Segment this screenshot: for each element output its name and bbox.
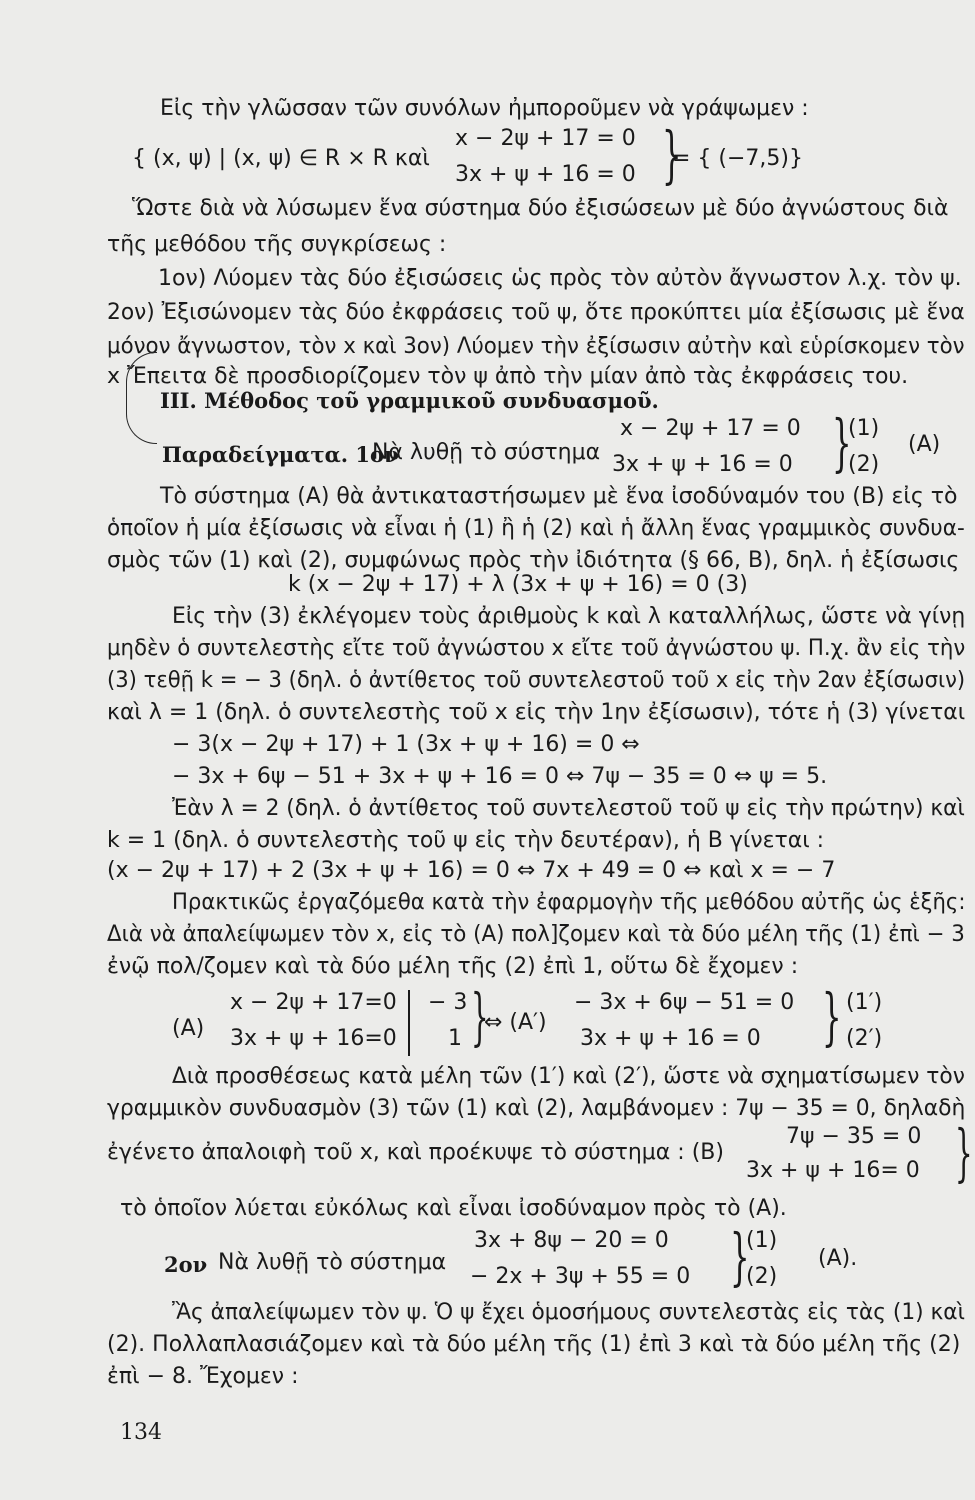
right-brace: }	[954, 1116, 973, 1189]
text-line: ἐνῷ πολ/ζομεν καὶ τὰ δύο μέλη τῆς (2) ἐπὶ 1, οὕτω δὲ ἔχομεν :	[107, 954, 799, 979]
text-line: καὶ λ = 1 (δηλ. ὁ συντελεστὴς τοῦ x εἰς τὴν 1ην ἐξίσωσιν), τότε ἡ (3) γίνεται	[107, 700, 966, 725]
equation: (x − 2ψ + 17) + 2 (3x + ψ + 16) = 0 ⇔ 7x + 49 = 0 ⇔ καὶ x = − 7	[107, 858, 836, 883]
text-line: μηδὲν ὁ συντελεστὴς εἴτε τοῦ ἀγνώστου x εἴτε τοῦ ἀγνώστου ψ. Π.χ. ἂν εἰς τὴν	[107, 636, 966, 661]
equivalence: ⇔ (A′)	[484, 1010, 547, 1035]
text-line: τῆς μεθόδου τῆς συγκρίσεως :	[107, 232, 447, 257]
text-line: 1ον) Λύομεν τὰς δύο ἐξισώσεις ὡς πρὸς τὸν αὐτὸν ἄγνωστον λ.χ. τὸν ψ.	[158, 266, 962, 291]
system-label: (A)	[172, 1016, 205, 1041]
equation-number: (2)	[848, 452, 880, 477]
text-line: ἐγένετο ἀπαλοιφὴ τοῦ x, καὶ προέκυψε τὸ σύστημα : (B)	[107, 1140, 724, 1165]
equation: k (x − 2ψ + 17) + λ (3x + ψ + 16) = 0 (3)	[288, 572, 748, 597]
right-brace: }	[831, 406, 852, 479]
equation: 3x + ψ + 16 = 0	[612, 452, 793, 477]
system-label: (A)	[908, 432, 941, 457]
text-line: Ὥστε διὰ νὰ λύσωμεν ἕνα σύστημα δύο ἐξισώσεων μὲ δύο ἀγνώστους διὰ	[132, 196, 949, 221]
equation: − 2x + 3ψ + 55 = 0	[470, 1264, 691, 1289]
text-line: k = 1 (δηλ. ὁ συντελεστὴς τοῦ ψ εἰς τὴν δευτέραν), ἡ B γίνεται :	[107, 828, 825, 853]
text-line: ὁποῖον ἡ μία ἐξίσωσις νὰ εἶναι ἡ (1) ἢ ἡ (2) καὶ ἡ ἄλλη ἕνας γραμμικὸς συνδυα-	[107, 516, 965, 541]
text-line: Ἂς ἀπαλείψωμεν τὸν ψ. Ὁ ψ ἔχει ὁμοσήμους συντελεστὰς εἰς τὰς (1) καὶ	[172, 1300, 965, 1325]
text-line: ἐπὶ − 8. Ἔχομεν :	[107, 1364, 299, 1389]
text-line: Διὰ νὰ ἀπαλείψωμεν τὸν x, εἰς τὸ (A) πολ]ζομεν καὶ τὰ δύο μέλη τῆς (1) ἐπὶ − 3	[107, 922, 965, 947]
right-brace: }	[729, 1220, 750, 1293]
text-line: Πρακτικῶς ἐργαζόμεθα κατὰ τὴν ἐφαρμογὴν τῆς μεθόδου αὐτῆς ὡς ἑξῆς:	[172, 890, 966, 915]
right-brace: }	[821, 980, 842, 1053]
system-label: (A).	[818, 1246, 858, 1271]
text-line: σμὸς τῶν (1) καὶ (2), συμφώνως πρὸς τὴν ἰδιότητα (§ 66, B), δηλ. ἡ ἐξίσωσις	[107, 548, 960, 573]
section-heading: III. Μέθοδος τοῦ γραμμικοῦ συνδυασμοῦ.	[160, 388, 659, 413]
text-line: Ἐὰν λ = 2 (δηλ. ὁ ἀντίθετος τοῦ συντελεστοῦ τοῦ ψ εἰς τὴν πρώτην) καὶ	[172, 796, 965, 821]
text-line: Διὰ προσθέσεως κατὰ μέλη τῶν (1′) καὶ (2′), ὥστε νὰ σχηματίσωμεν τὸν	[172, 1064, 965, 1089]
equation: 3x + ψ + 16 = 0	[580, 1026, 761, 1051]
text-line: Νὰ λυθῇ τὸ σύστημα	[218, 1250, 447, 1275]
text-line: { (x, ψ) | (x, ψ) ∈ R × R καὶ	[132, 146, 430, 171]
text-line: μόνον ἄγνωστον, τὸν x καὶ 3ον) Λύομεν τὴν ἐξίσωσιν αὐτὴν καὶ εὑρίσκομεν τὸν	[107, 334, 965, 359]
right-brace: }	[661, 118, 682, 191]
equation: − 3x + 6ψ − 51 = 0	[574, 990, 795, 1015]
text-line: Εἰς τὴν γλῶσσαν τῶν συνόλων ἠμποροῦμεν νὰ γράψωμεν :	[160, 96, 809, 121]
text-line: 2ον) Ἐξισώνομεν τὰς δύο ἐκφράσεις τοῦ ψ, ὅτε προκύπτει μία ἐξίσωσις μὲ ἕνα	[107, 300, 965, 325]
multiplier: 1	[448, 1026, 462, 1051]
text-line: Τὸ σύστημα (A) θὰ ἀντικαταστήσωμεν μὲ ἕνα ἰσοδύναμόν του (B) εἰς τὸ	[160, 484, 958, 509]
equation: − 3x + 6ψ − 51 + 3x + ψ + 16 = 0 ⇔ 7ψ − 35 = 0 ⇔ ψ = 5.	[172, 764, 828, 789]
example-label: 2ον	[164, 1252, 208, 1277]
equation: 3x + 8ψ − 20 = 0	[474, 1228, 669, 1253]
equation: 3x + ψ + 16=0	[230, 1026, 397, 1051]
equation-number: (2′)	[846, 1026, 883, 1051]
equation: x − 2ψ + 17 = 0	[620, 416, 801, 441]
equation: 3x + ψ + 16= 0	[746, 1158, 920, 1183]
text-line: Εἰς τὴν (3) ἐκλέγομεν τοὺς ἀριθμοὺς k καὶ λ καταλλήλως, ὥστε νὰ γίνῃ	[172, 604, 966, 629]
text-line: (3) τεθῇ k = − 3 (δηλ. ὁ ἀντίθετος τοῦ συντελεστοῦ τοῦ x εἰς τὴν 2αν ἐξίσωσιν)	[107, 668, 966, 693]
equation-number: (1′)	[846, 990, 883, 1015]
page-number: 134	[120, 1420, 162, 1445]
equation: x − 2ψ + 17=0	[230, 990, 397, 1015]
multiplier: − 3	[428, 990, 468, 1015]
text-line: γραμμικὸν συνδυασμὸν (3) τῶν (1) καὶ (2), λαμβάνομεν : 7ψ − 35 = 0, δηλαδὴ	[107, 1096, 966, 1121]
text-line: Νὰ λυθῇ τὸ σύστημα	[372, 440, 601, 465]
right-brace: }	[470, 980, 489, 1053]
handwritten-mark	[126, 352, 157, 444]
text-line: x Ἔπειτα δὲ προσδιορίζομεν τὸν ψ ἀπὸ τὴν μίαν ἀπὸ τὰς ἐκφράσεις του.	[107, 364, 909, 389]
text-line: τὸ ὁποῖον λύεται εὐκόλως καὶ εἶναι ἰσοδύναμον πρὸς τὸ (A).	[120, 1196, 787, 1221]
equation-number: (2)	[746, 1264, 778, 1289]
equation-number: (1)	[746, 1228, 778, 1253]
equation: 3x + ψ + 16 = 0	[455, 162, 636, 187]
equation: 7ψ − 35 = 0	[786, 1124, 922, 1149]
equation-number: (1)	[848, 416, 880, 441]
equation: − 3(x − 2ψ + 17) + 1 (3x + ψ + 16) = 0 ⇔	[172, 732, 640, 757]
example-label: Παραδείγματα. 1ον	[162, 442, 399, 467]
equation: x − 2ψ + 17 = 0	[455, 126, 636, 151]
text-line: (2). Πολλαπλασιάζομεν καὶ τὰ δύο μέλη τῆς (1) ἐπὶ 3 καὶ τὰ δύο μέλη τῆς (2)	[107, 1332, 961, 1357]
divider-line	[408, 990, 410, 1056]
equation: = { (−7,5)}	[672, 146, 804, 171]
